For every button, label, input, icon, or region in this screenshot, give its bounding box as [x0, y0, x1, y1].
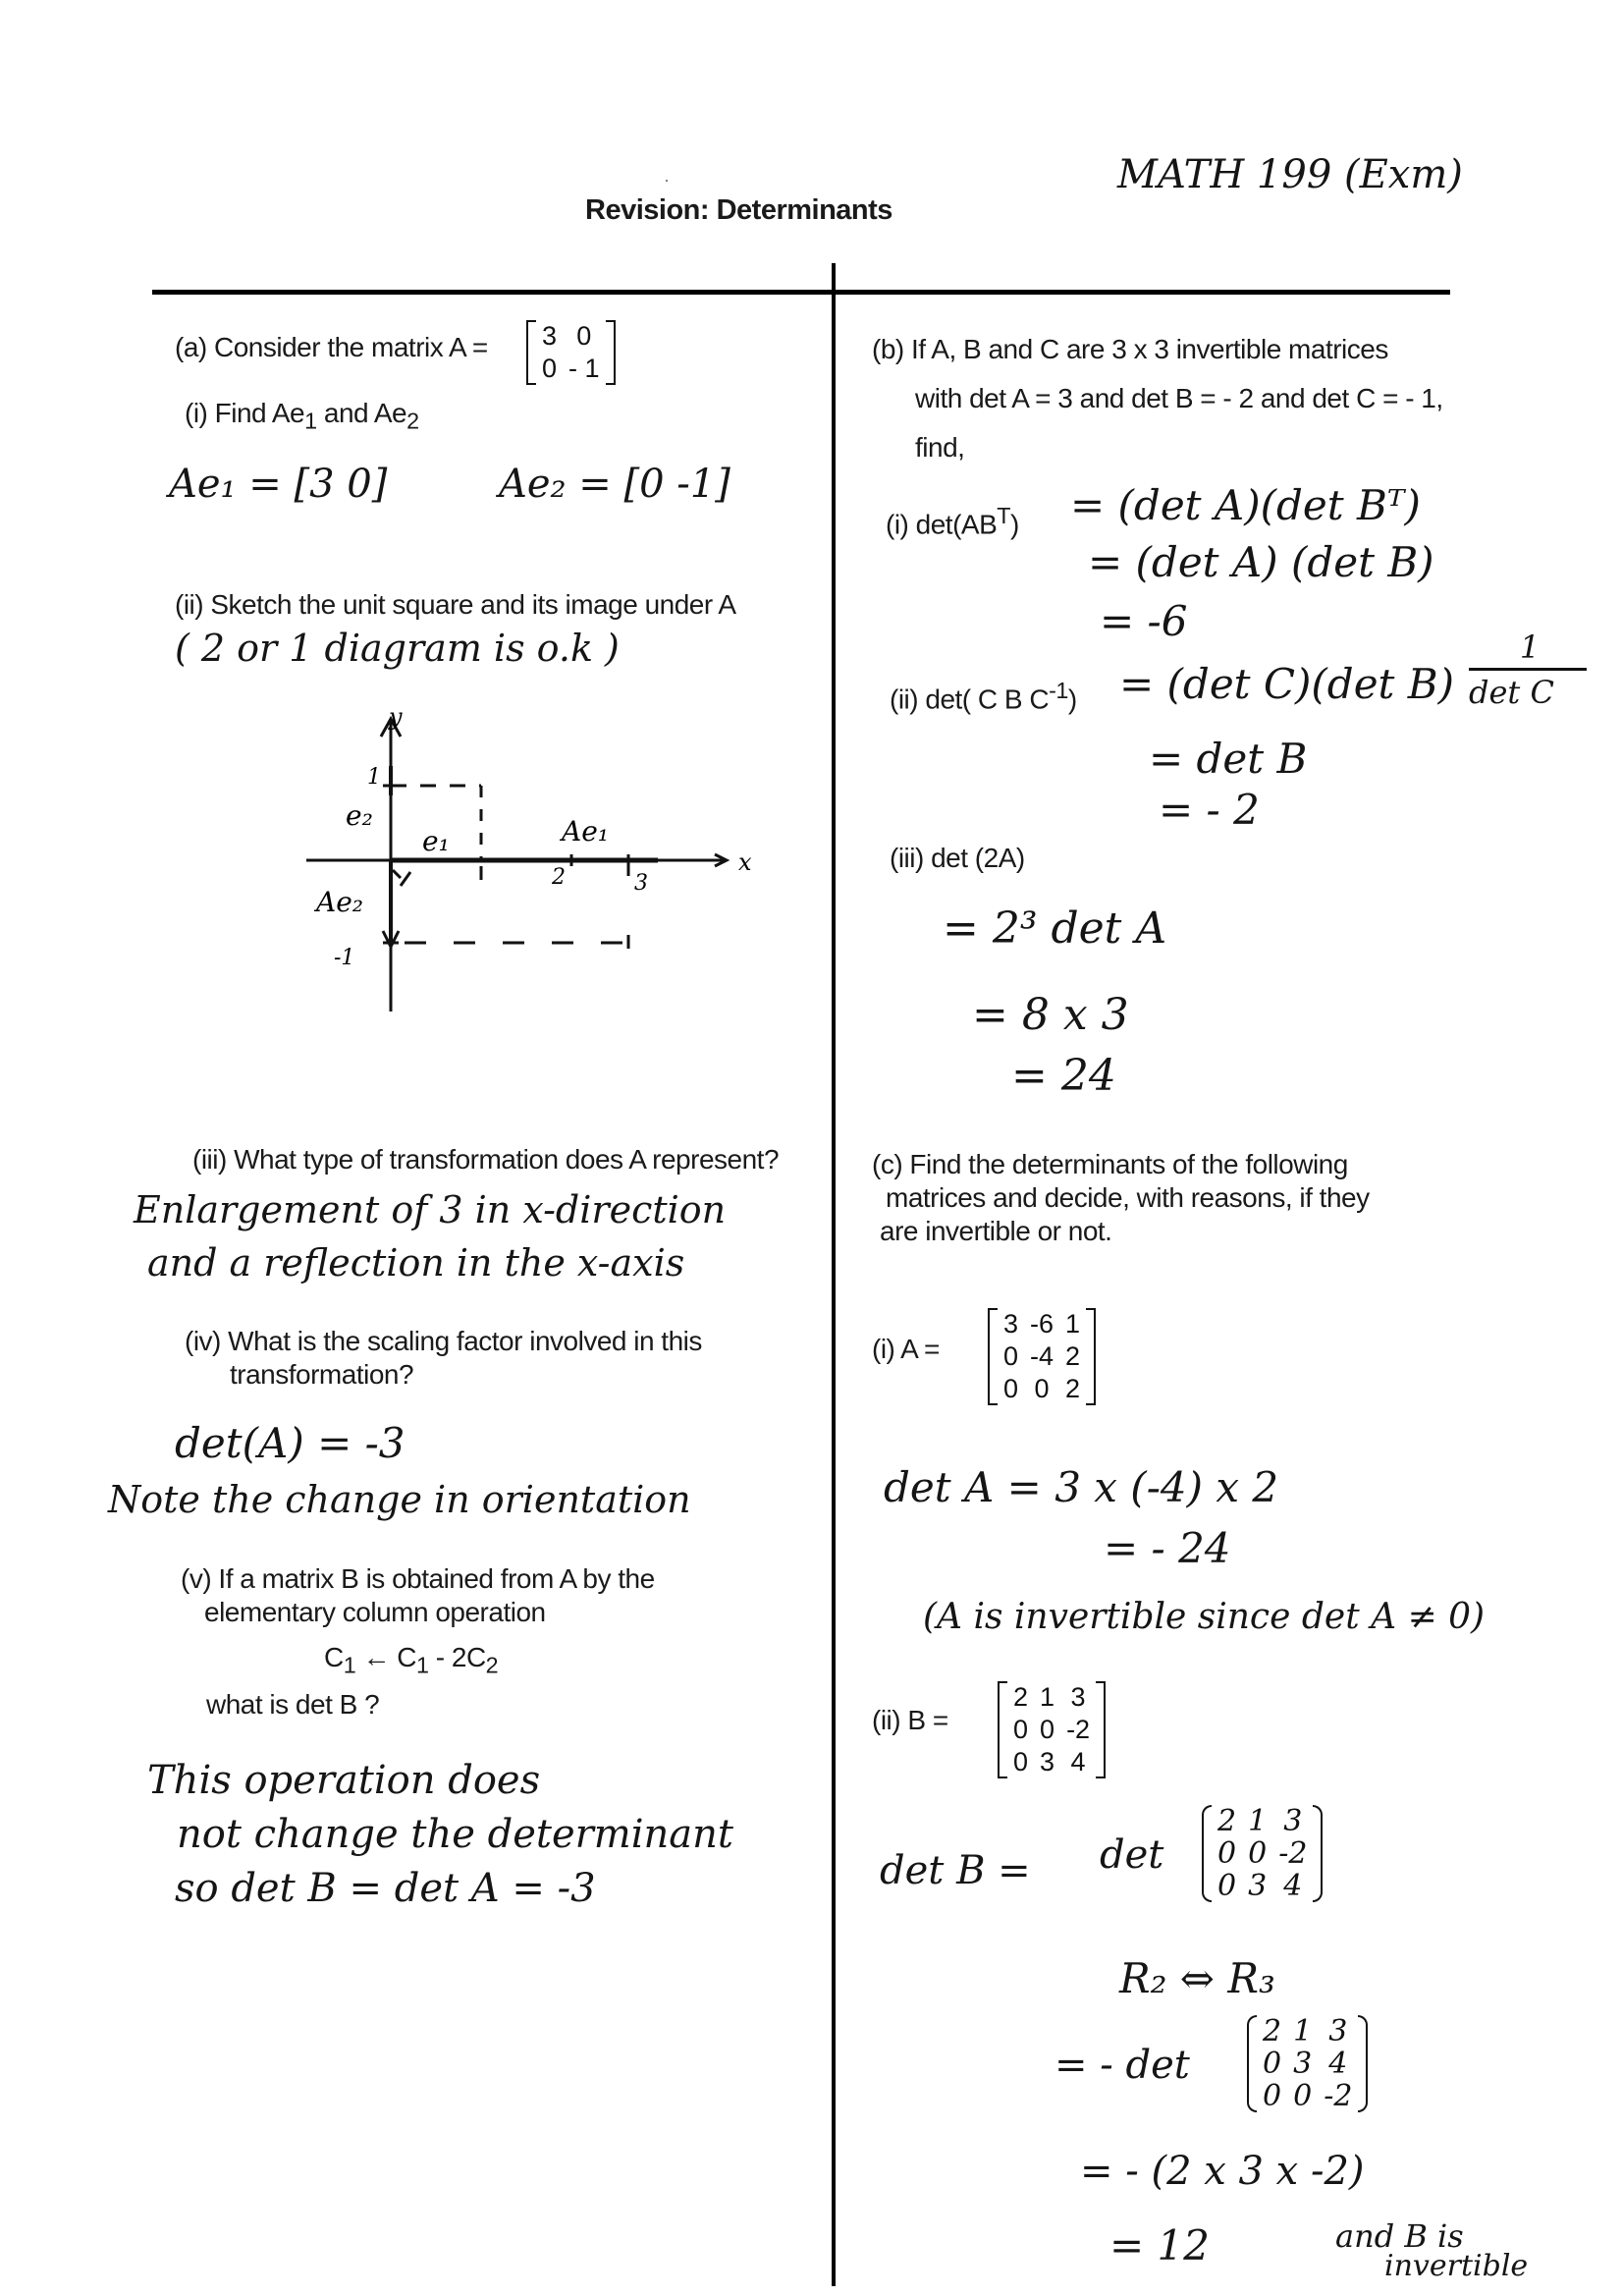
part-a-iv-prompt-1: (iv) What is the scaling factor involved in this: [185, 1326, 702, 1356]
y-tick-label-1: 1: [367, 765, 381, 790]
part-b-i-answer-3: = -6: [1100, 597, 1188, 645]
part-b-prompt-2: with det A = 3 and det B = - 2 and det C = - 1,: [915, 383, 1443, 413]
part-a-v-answer-1: This operation does: [147, 1758, 541, 1803]
matrix-cell: 1: [1293, 2014, 1313, 2049]
matrix-cell: 3: [1328, 2014, 1348, 2049]
subscript: 2: [485, 1652, 499, 1678]
matrix-cell: 2: [1013, 1682, 1029, 1712]
x-axis-label: x: [738, 848, 752, 876]
matrix-cell: 0: [1003, 1341, 1019, 1371]
part-a-v-prompt-3: what is det B ?: [206, 1689, 380, 1720]
part-a-ii-note: ( 2 or 1 diagram is o.k ): [175, 627, 620, 670]
row-swap: R₂ ⇔ R₃: [1119, 1954, 1275, 2002]
matrix-cell: 3: [1003, 1309, 1019, 1339]
answer-ae2: Ae₂ = [0 -1]: [499, 462, 730, 507]
part-b-ii-answer-3: = - 2: [1159, 786, 1260, 834]
matrix-cell: 4: [1328, 2047, 1348, 2081]
matrix-cell: 4: [1283, 1869, 1303, 1903]
prompt-text: (i) Find Ae: [185, 398, 305, 428]
matrix-cell: 2: [1217, 1804, 1237, 1838]
part-b-ii-label: [890, 678, 1077, 715]
matrix-cell: 0: [542, 354, 558, 383]
matrix-cell: 0: [1248, 1836, 1268, 1871]
matrix-cell: -2: [1278, 1836, 1308, 1871]
unit-square-sketch: [295, 707, 785, 1021]
part-b-iii-answer-3: = 24: [1011, 1051, 1116, 1101]
matrix-cell: 1: [1040, 1682, 1055, 1712]
subscript: 1: [304, 408, 317, 434]
handwritten-matrix-2: [1247, 2015, 1368, 2112]
part-b-iii-answer-2: = 8 x 3: [972, 990, 1129, 1040]
part-b-prompt-3: find,: [915, 432, 965, 463]
part-c-ii-neg-det: = - det: [1054, 2043, 1190, 2088]
part-b-i-answer-1: = (det A)(det Bᵀ): [1070, 481, 1421, 529]
part-c-i-label: (i) A =: [872, 1334, 940, 1364]
matrix-cell: 0: [1013, 1747, 1029, 1777]
matrix-cell: 0: [576, 321, 592, 351]
y-tick-label-neg1: -1: [334, 946, 355, 970]
matrix-cell: 0: [1293, 2079, 1313, 2113]
part-a-v-prompt-2: elementary column operation: [204, 1597, 546, 1627]
matrix-cell: 3: [1040, 1747, 1055, 1777]
part-a-prompt: (a) Consider the matrix A =: [175, 332, 488, 362]
subscript: 2: [406, 408, 419, 434]
x-tick-label-2: 2: [552, 865, 566, 890]
fraction-numerator: 1: [1519, 629, 1541, 666]
matrix-cell: -4: [1030, 1341, 1054, 1371]
e2-label: e₂: [346, 799, 373, 832]
part-a-iv-prompt-2: transformation?: [230, 1359, 414, 1390]
column-divider: [832, 263, 836, 2286]
part-b-iii-label: (iii) det (2A): [890, 843, 1025, 873]
course-note: MATH 199 (Exm): [1117, 152, 1463, 197]
y-axis-label: y: [389, 707, 403, 731]
label-text: ): [1067, 683, 1077, 715]
speck: [666, 180, 668, 182]
matrix-cell: 1: [1065, 1309, 1081, 1339]
op-text: C: [324, 1642, 344, 1672]
matrix-A-2x2: [526, 320, 616, 385]
subscript: 1: [343, 1652, 356, 1678]
matrix-cell: 3: [542, 321, 558, 351]
part-a-v-prompt-1: (v) If a matrix B is obtained from A by the: [181, 1563, 655, 1594]
part-c-ii-answer-5b: invertible: [1384, 2249, 1529, 2283]
label-text: (ii) det( C B C: [890, 683, 1050, 715]
matrix-cell: 0: [1217, 1869, 1237, 1903]
matrix-cell: 3: [1293, 2047, 1313, 2081]
matrix-cell: 3: [1283, 1804, 1303, 1838]
matrix-cell: 1: [1248, 1804, 1268, 1838]
ae2-label: Ae₂: [316, 886, 364, 918]
part-c-ii-det: det: [1100, 1832, 1164, 1878]
matrix-cell: - 1: [568, 354, 600, 383]
part-c-prompt-1: (c) Find the determinants of the following: [872, 1149, 1348, 1179]
part-a-iii-prompt: (iii) What type of transformation does A represent?: [192, 1144, 780, 1175]
part-c-ii-answer-4: = 12: [1109, 2221, 1210, 2269]
part-b-i-label: [886, 503, 1019, 540]
fraction-bar: [1469, 668, 1587, 671]
matrix-cell: -2: [1324, 2079, 1353, 2113]
matrix-cell: 0: [1263, 2079, 1282, 2113]
part-c-i-answer-3: (A is invertible since det A ≠ 0): [923, 1597, 1486, 1637]
handwritten-matrix-1: [1202, 1805, 1323, 1902]
page-title: Revision: Determinants: [585, 194, 892, 226]
op-text: ← C: [355, 1642, 416, 1672]
e1-label: e₁: [422, 825, 450, 857]
matrix-cell: 0: [1034, 1374, 1050, 1403]
part-a-v-answer-3: so det B = det A = -3: [175, 1866, 596, 1911]
horizontal-rule: [152, 290, 1450, 295]
op-text: - 2C: [428, 1642, 486, 1672]
matrix-cell: 4: [1070, 1747, 1086, 1777]
matrix-cell: 3: [1070, 1682, 1086, 1712]
superscript: T: [997, 503, 1010, 528]
matrix-cell: -6: [1030, 1309, 1054, 1339]
e1-arrowhead: [393, 870, 401, 878]
subscript: 1: [416, 1652, 429, 1678]
matrix-cell: 0: [1217, 1836, 1237, 1871]
part-a-iii-answer-2: and a reflection in the x-axis: [147, 1241, 685, 1285]
matrix-cell: 3: [1248, 1869, 1268, 1903]
ae1-label: Ae₁: [562, 815, 610, 847]
part-c-i-answer-1: det A = 3 x (-4) x 2: [884, 1463, 1279, 1511]
part-c-ii-answer-3: = - (2 x 3 x -2): [1080, 2149, 1365, 2194]
label-text: (i) det(AB: [886, 509, 998, 540]
part-c-prompt-3: are invertible or not.: [880, 1216, 1112, 1246]
matrix-cell: 2: [1065, 1341, 1081, 1371]
part-c-ii-label: (ii) B =: [872, 1705, 948, 1735]
column-operation: [324, 1642, 498, 1679]
part-a-i-prompt: [185, 398, 419, 435]
part-c-ii-answer-5a: and B is: [1335, 2217, 1464, 2255]
label-text: ): [1010, 509, 1019, 540]
part-a-iv-answer-1: det(A) = -3: [175, 1419, 406, 1467]
origin-mark: [401, 872, 410, 886]
superscript: -1: [1049, 678, 1068, 703]
matrix-cell: 0: [1263, 2047, 1282, 2081]
matrix-A-3x3: [988, 1308, 1096, 1405]
part-c-i-answer-2: = - 24: [1104, 1524, 1231, 1572]
part-b-ii-answer-1: = (det C)(det B): [1119, 660, 1455, 708]
part-a-iii-answer-1: Enlargement of 3 in x-direction: [134, 1188, 727, 1231]
fraction-denominator: det C: [1469, 674, 1554, 711]
matrix-cell: 0: [1040, 1715, 1055, 1744]
answer-ae1: Ae₁ = [3 0]: [169, 462, 388, 507]
part-b-iii-answer-1: = 2³ det A: [943, 903, 1167, 954]
part-b-i-answer-2: = (det A) (det B): [1088, 538, 1434, 586]
part-b-prompt-1: (b) If A, B and C are 3 x 3 invertible matrices: [872, 334, 1388, 364]
part-a-iv-answer-2: Note the change in orientation: [108, 1478, 691, 1521]
part-c-ii-det-B: det B =: [880, 1848, 1031, 1893]
matrix-cell: 0: [1003, 1374, 1019, 1403]
matrix-cell: -2: [1066, 1715, 1091, 1744]
matrix-cell: 2: [1065, 1374, 1081, 1403]
part-a-ii-prompt: (ii) Sketch the unit square and its image under A: [175, 589, 736, 620]
part-c-prompt-2: matrices and decide, with reasons, if they: [886, 1182, 1370, 1213]
x-tick-label-3: 3: [634, 871, 648, 896]
matrix-B-3x3: [998, 1681, 1106, 1778]
prompt-text: and Ae: [316, 398, 407, 428]
part-b-ii-answer-2: = det B: [1149, 735, 1308, 783]
matrix-cell: 0: [1013, 1715, 1029, 1744]
matrix-cell: 2: [1263, 2014, 1282, 2049]
part-a-v-answer-2: not change the determinant: [177, 1812, 733, 1857]
